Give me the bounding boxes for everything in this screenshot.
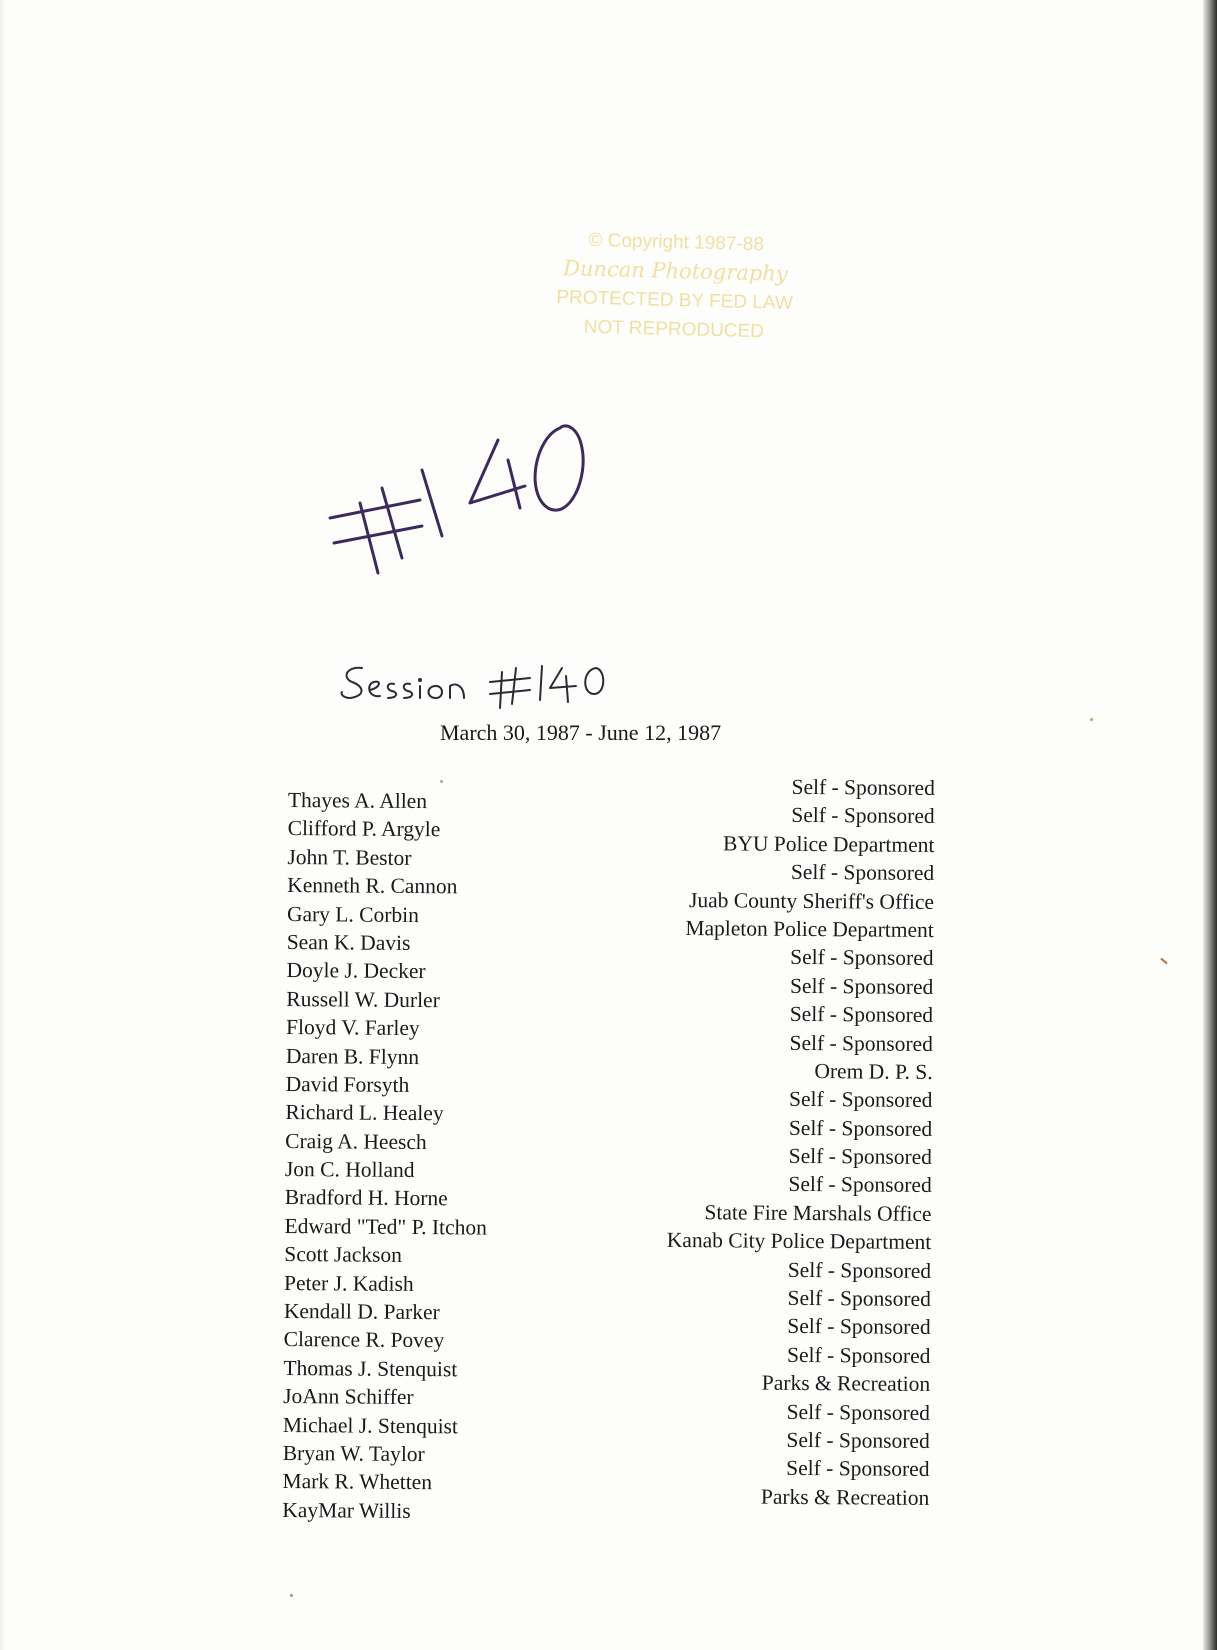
attendee-sponsor: Self - Sponsored — [787, 1257, 932, 1283]
attendee-name: KayMar Willis — [282, 1497, 411, 1523]
attendee-sponsor: Juab County Sheriff's Office — [688, 887, 935, 914]
attendee-name: Edward "Ted" P. Itchon — [284, 1213, 487, 1240]
attendee-name: Kendall D. Parker — [283, 1299, 440, 1325]
attendee-sponsor: Self - Sponsored — [788, 1115, 933, 1141]
attendee-sponsor: Self - Sponsored — [790, 945, 934, 971]
attendee-sponsor: Self - Sponsored — [791, 803, 935, 829]
scan-mark — [1160, 958, 1167, 965]
attendee-sponsor: Orem D. P. S. — [814, 1058, 933, 1084]
scan-left-shadow — [0, 0, 6, 1650]
attendee-sponsor: Self - Sponsored — [786, 1456, 930, 1482]
scan-speck — [440, 780, 443, 783]
attendee-name: Clarence R. Povey — [283, 1327, 445, 1353]
attendee-sponsor: Self - Sponsored — [787, 1314, 931, 1340]
attendee-name: Scott Jackson — [284, 1242, 403, 1268]
attendee-name: David Forsyth — [285, 1071, 410, 1097]
attendee-sponsor: Self - Sponsored — [789, 1087, 933, 1113]
sponsor-column — [609, 771, 935, 1512]
attendee-name: John T. Bestor — [287, 844, 412, 870]
attendee-name: Michael J. Stenquist — [282, 1412, 459, 1438]
stamp-line-3: PROTECTED BY FED LAW — [556, 286, 794, 315]
session-dates: March 30, 1987 - June 12, 1987 — [440, 720, 722, 745]
scan-speck — [290, 1594, 293, 1597]
attendee-name: Peter J. Kadish — [284, 1270, 414, 1296]
attendee-sponsor: State Fire Marshals Office — [704, 1200, 932, 1226]
attendee-sponsor: Self - Sponsored — [789, 1001, 934, 1028]
attendee-sponsor: Parks & Recreation — [760, 1484, 930, 1510]
attendee-sponsor: Self - Sponsored — [788, 1143, 933, 1170]
attendee-sponsor: Self - Sponsored — [789, 973, 934, 999]
attendee-name: Thayes A. Allen — [287, 787, 428, 814]
attendee-name: Mark R. Whetten — [282, 1469, 433, 1495]
stamp-line-4: NOT REPRODUCED — [583, 316, 765, 343]
attendee-name: Craig A. Heesch — [285, 1128, 427, 1154]
attendee-name: Richard L. Healey — [285, 1100, 444, 1126]
attendee-name: Sean K. Davis — [286, 929, 411, 955]
attendee-name: Gary L. Corbin — [286, 901, 420, 927]
scan-speck — [1090, 718, 1093, 721]
scan-right-edge — [1203, 0, 1217, 1650]
attendee-sponsor: Self - Sponsored — [790, 860, 935, 886]
attendee-names-column — [282, 786, 588, 1526]
attendee-sponsor: BYU Police Department — [722, 831, 935, 857]
handwritten-session-label — [340, 660, 640, 720]
attendee-name: Clifford P. Argyle — [287, 816, 441, 842]
attendee-sponsor: Self - Sponsored — [786, 1399, 931, 1425]
attendee-sponsor: Self - Sponsored — [787, 1342, 931, 1368]
attendee-name: Thomas J. Stenquist — [283, 1355, 458, 1382]
attendee-name: Daren B. Flynn — [285, 1043, 420, 1069]
attendee-sponsor: Self - Sponsored — [789, 1030, 933, 1056]
attendee-name: JoAnn Schiffer — [283, 1384, 414, 1410]
attendee-sponsor: Parks & Recreation — [761, 1370, 931, 1397]
copyright-stamp — [524, 224, 827, 348]
attendee-sponsor: Mapleton Police Department — [685, 915, 934, 942]
attendee-name: Kenneth R. Cannon — [287, 873, 458, 899]
attendee-name: Doyle J. Decker — [286, 958, 426, 984]
attendee-name: Bryan W. Taylor — [282, 1440, 425, 1467]
attendee-name: Bradford H. Horne — [284, 1185, 448, 1211]
attendee-sponsor: Self - Sponsored — [787, 1285, 931, 1312]
attendee-sponsor: Self - Sponsored — [788, 1172, 932, 1198]
attendee-name: Russell W. Durler — [286, 986, 440, 1012]
attendee-sponsor: Self - Sponsored — [786, 1427, 930, 1453]
stamp-line-2: Duncan Photography — [562, 256, 788, 286]
attendee-sponsor: Self - Sponsored — [791, 774, 935, 800]
stamp-line-1: © Copyright 1987-88 — [588, 229, 765, 256]
attendee-name: Jon C. Holland — [284, 1157, 415, 1183]
attendee-sponsor: Kanab City Police Department — [666, 1228, 932, 1255]
attendee-name: Floyd V. Farley — [286, 1015, 420, 1041]
handwritten-session-number — [320, 408, 620, 578]
